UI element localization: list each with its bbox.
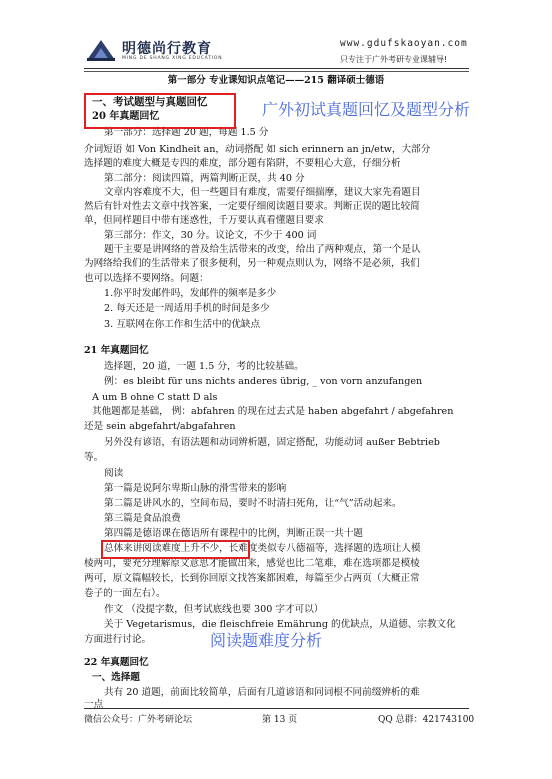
footer-page-number: 第 13 页 <box>262 715 298 725</box>
text-line: 卷子的一面左右）。 <box>84 588 166 599</box>
text-line: 一点 <box>84 699 104 710</box>
text-line: 总体来讲阅读难度上升不少，长难度类似专八德福等，选择题的选项让人模 <box>104 543 421 554</box>
annotation-exam-review: 广外初试真题回忆及题型分析 <box>262 100 471 119</box>
annotation-reading-difficulty: 阅读题难度分析 <box>210 631 323 650</box>
text-line: 第二部分：阅读四篇，两篇判断正误，共 40 分 <box>104 173 305 184</box>
footer-wechat: 微信公众号：广外考研论坛 <box>84 715 193 725</box>
text-line: 方面进行讨论。 <box>84 634 152 645</box>
text-line: A um B ohne C statt D als <box>92 392 218 403</box>
header-divider <box>84 68 469 69</box>
text-line: 也可以选择不要网络。问题： <box>84 273 209 284</box>
text-line: 两可，原文篇幅较长，长到你回原文找答案都困难，每篇至少占两页（大概正常 <box>84 573 420 584</box>
part-title: 第一部分 专业课知识点笔记——215 翻译硕士德语 <box>167 75 385 86</box>
text-line: 还是 sein abgefahrt/abgafahren <box>84 421 236 432</box>
year-heading-21: 21 年真题回忆 <box>84 345 149 356</box>
text-line: 阅读 <box>104 468 124 479</box>
text-line: 然后有针对性去文章中找答案，一定要仔细阅读题目要求。判断正误的题比较简 <box>84 201 420 212</box>
text-line: 为网络给我们的生活带来了很多便利，另一种观点则认为，网络不是必须，我们 <box>84 258 420 269</box>
text-line: 第三篇是食品浪费 <box>104 513 181 524</box>
text-line: 选择题的难度大概是专四的难度，部分题有陷阱，不要粗心大意，仔细分析 <box>84 158 401 169</box>
text-line: 等。 <box>84 452 104 463</box>
text-line: 选择题，20 道，一题 1.5 分，考的比较基础。 <box>104 361 304 372</box>
footer-qq: QQ 总群：421743100 <box>378 715 475 725</box>
text-line: 题干主要是讲网络的普及给生活带来的改变，给出了两种观点，第一个是认 <box>104 244 421 255</box>
text-line: 单，但同样题目中带有迷惑性，千万要认真看懂题目要求 <box>84 215 324 226</box>
text-line: 第三部分：作文，30 分。议论文，不少于 400 词 <box>104 230 317 241</box>
text-line: 第一篇是说阿尔卑斯山脉的滑雪带来的影响 <box>104 483 287 494</box>
text-line: 文章内容难度不大，但一些题目有难度，需要仔细揣摩，建议大家先看题目 <box>104 187 421 198</box>
year-heading-20: 20 年真题回忆 <box>92 111 160 122</box>
text-line: 棱两可，要充分理解原文意思才能做出来，感觉也比二笔难，难在选项都是模棱 <box>84 558 420 569</box>
year-heading-22: 22 年真题回忆 <box>84 657 149 668</box>
text-line: 介词短语 如 Von Kindheit an，动词搭配 如 sich erinnern an jn/etw，大部分 <box>84 144 431 155</box>
list-item: 2. 每天还是一周适用手机的时间是多少 <box>104 303 270 314</box>
text-line: 共有 20 道题，前面比较简单，后面有几道谚语和同词根不同前缀辨析的难 <box>104 687 420 698</box>
text-line: 作文 （没提字数，但考试底线也要 300 字才可以） <box>104 604 324 615</box>
highlight-box-reading <box>101 540 250 559</box>
text-line: 例：es bleibt für uns nichts anderes übrig, _ von vorn anzufangen <box>104 376 423 387</box>
site-slogan: 只专注于广外考研专业课辅导! <box>340 55 448 64</box>
list-item: 1.你平时发邮件吗，发邮件的频率是多少 <box>104 288 277 299</box>
text-line: 其他题都是基础， 例：abfahren 的现在过去式是 haben abgefahrt / abgefahren <box>92 406 454 417</box>
highlight-box-heading <box>84 93 236 129</box>
brand-name: 明德尚行教育 <box>122 41 212 57</box>
footer-divider <box>84 708 469 709</box>
text-line: 关于 Vegetarismus，die fleischfreie Emährung 的优缺点，从道德、宗教文化 <box>104 619 456 630</box>
section-heading: 一、考试题型与真题回忆 <box>92 96 208 108</box>
list-item: 3. 互联网在你工作和生活中的优缺点 <box>104 319 261 330</box>
text-line: 第四篇是德语课在德语所有课程中的比例，判断正误一共十题 <box>104 528 364 539</box>
brand-subtitle: MING DE SHANG XING EDUCATION <box>122 56 223 61</box>
subsection-heading: 一、选择题 <box>92 672 140 683</box>
text-line: 第二篇是讲风水的，空间布局，要时不时清扫死角，让“气”活动起来。 <box>104 498 402 509</box>
text-line: 第一部分：选择题 20 题，每题 1.5 分 <box>104 127 269 138</box>
site-url[interactable]: www.gdufskaoyan.com <box>340 38 468 49</box>
text-line: 另外没有谚语，有语法题和动词辨析题，固定搭配，功能动词 außer Bebtrieb <box>104 437 440 448</box>
brand-logo-icon <box>85 38 117 62</box>
